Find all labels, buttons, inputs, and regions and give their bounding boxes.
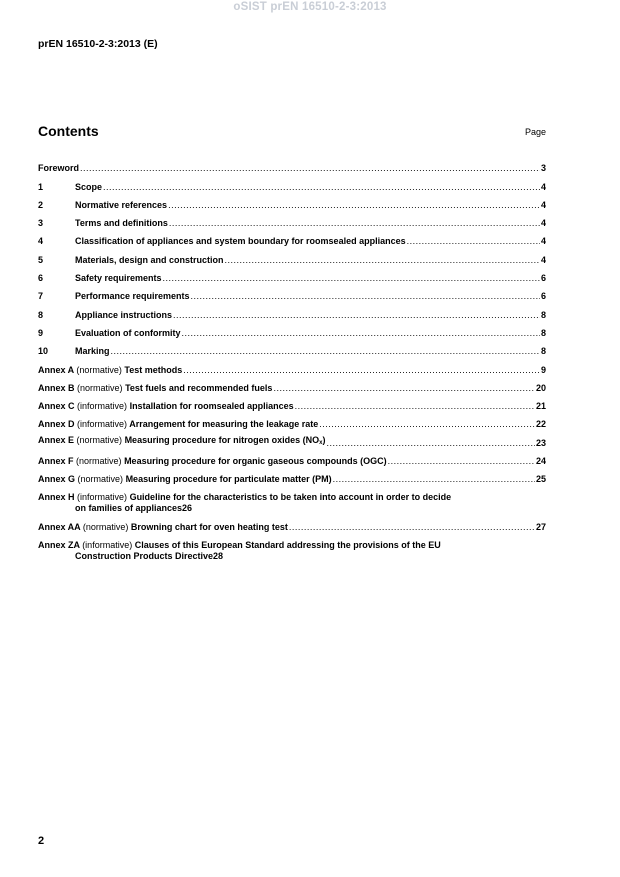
toc-entry-annex[interactable]	[38, 376, 546, 394]
annex-type: (informative)	[77, 419, 128, 430]
dot-leader	[111, 346, 540, 357]
toc-entry-clause[interactable]	[38, 229, 546, 247]
dot-leader	[319, 419, 535, 430]
toc-page: 23	[535, 437, 546, 448]
toc-title: Arrangement for measuring the leakage rate	[129, 419, 319, 430]
toc-page: 8	[540, 346, 546, 357]
toc-entry-annex[interactable]	[38, 357, 546, 375]
toc-page: 25	[535, 474, 546, 485]
annex-label: Annex F	[38, 456, 74, 467]
toc-page: 24	[535, 456, 546, 467]
annex-type: (normative)	[77, 382, 123, 393]
toc-entry-clause[interactable]	[38, 339, 546, 357]
toc-page: 4	[540, 218, 546, 229]
dot-leader	[191, 291, 540, 302]
toc-entry-clause[interactable]	[38, 266, 546, 284]
toc-page: 6	[540, 273, 546, 284]
annex-type: (informative)	[77, 401, 128, 412]
toc-page: 9	[540, 364, 546, 375]
annex-label: Annex H	[38, 492, 75, 503]
toc-entry-clause[interactable]	[38, 247, 546, 265]
annex-label: Annex E	[38, 434, 75, 445]
toc-title: Test methods	[124, 364, 183, 375]
toc-title: Measuring procedure for particulate matter (PM)	[125, 474, 332, 485]
toc-page: 20	[535, 382, 546, 393]
table-of-contents	[38, 156, 546, 562]
clause-number: 1	[38, 181, 44, 192]
toc-title: Measuring procedure for organic gaseous compounds (OGC)	[124, 456, 387, 467]
toc-entry-clause[interactable]	[38, 302, 546, 320]
toc-page: 4	[540, 236, 546, 247]
toc-entry-clause[interactable]	[38, 174, 546, 192]
annex-type: (normative)	[76, 434, 123, 445]
toc-entry-annex[interactable]	[38, 485, 546, 514]
annex-type: (normative)	[77, 474, 124, 485]
clause-number: 7	[38, 291, 44, 302]
toc-title: Evaluation of conformity	[75, 327, 181, 338]
dot-leader	[295, 401, 535, 412]
toc-entry-foreword[interactable]	[38, 156, 546, 174]
dot-leader	[289, 522, 535, 533]
toc-page: 3	[540, 163, 546, 174]
dot-leader	[182, 328, 540, 339]
watermark: oSIST prEN 16510-2-3:2013	[233, 1, 387, 13]
page-column-label: Page	[524, 127, 546, 137]
toc-entry-annex[interactable]	[38, 514, 546, 532]
toc-page: 6	[540, 291, 546, 302]
dot-leader	[273, 383, 535, 394]
toc-title: Safety requirements	[75, 273, 162, 284]
toc-title-continuation: on families of appliances	[75, 503, 183, 514]
annex-label: Annex D	[38, 419, 75, 430]
toc-title: Scope	[75, 181, 103, 192]
toc-entry-annex[interactable]	[38, 412, 546, 430]
toc-entry-annex[interactable]	[38, 467, 546, 485]
toc-entry-clause[interactable]	[38, 193, 546, 211]
annex-type: (informative)	[82, 539, 133, 550]
toc-page: 8	[540, 327, 546, 338]
toc-title: Appliance instructions	[75, 309, 173, 320]
clause-number: 6	[38, 273, 44, 284]
clause-number: 3	[38, 218, 44, 229]
annex-type: (informative)	[77, 492, 128, 503]
toc-page: 22	[535, 419, 546, 430]
clause-number: 10	[38, 346, 49, 357]
dot-leader	[388, 456, 535, 467]
dot-leader	[407, 236, 540, 247]
toc-page: 4	[540, 181, 546, 192]
toc-title: Foreword	[38, 163, 80, 174]
toc-page: 28	[213, 550, 224, 561]
dot-leader	[183, 365, 540, 376]
document-id: prEN 16510-2-3:2013 (E)	[38, 38, 158, 50]
clause-number: 2	[38, 199, 44, 210]
toc-page: 21	[535, 401, 546, 412]
clause-number: 4	[38, 236, 44, 247]
toc-page: 4	[540, 199, 546, 210]
annex-type: (normative)	[82, 521, 129, 532]
toc-title: Performance requirements	[75, 291, 190, 302]
toc-title: Installation for roomsealed appliances	[129, 401, 294, 412]
page-number: 2	[38, 835, 45, 847]
clause-number: 5	[38, 254, 44, 265]
toc-title-continuation: Construction Products Directive	[75, 550, 214, 561]
toc-title: Normative references	[75, 199, 168, 210]
toc-title: Terms and definitions	[75, 218, 168, 229]
toc-title: Test fuels and recommended fuels	[125, 382, 273, 393]
annex-label: Annex AA	[38, 521, 81, 532]
dot-leader	[168, 200, 540, 211]
toc-entry-clause[interactable]	[38, 284, 546, 302]
annex-label: Annex B	[38, 382, 75, 393]
toc-title-end: )	[322, 434, 326, 445]
toc-title: Materials, design and construction	[75, 254, 224, 265]
toc-title: Marking	[75, 346, 110, 357]
dot-leader	[103, 182, 540, 193]
toc-title: Guideline for the characteristics to be taken into account in order to decide	[129, 492, 452, 503]
annex-label: Annex C	[38, 401, 75, 412]
annex-label: Annex G	[38, 474, 76, 485]
toc-page: 8	[540, 309, 546, 320]
toc-title: Browning chart for oven heating test	[130, 521, 288, 532]
subscript: x	[319, 439, 323, 446]
toc-entry-clause[interactable]	[38, 211, 546, 229]
contents-title: Contents	[38, 123, 99, 139]
toc-entry-annex[interactable]	[38, 430, 546, 448]
annex-label: Annex ZA	[38, 539, 80, 550]
dot-leader	[163, 273, 540, 284]
toc-title: Measuring procedure for nitrogen oxides (NO	[124, 434, 320, 445]
dot-leader	[80, 163, 540, 174]
toc-entry-annex[interactable]	[38, 533, 546, 562]
dot-leader	[225, 255, 540, 266]
toc-page: 26	[182, 503, 193, 514]
toc-entry-annex[interactable]	[38, 394, 546, 412]
toc-entry-clause[interactable]	[38, 321, 546, 339]
toc-page: 27	[535, 521, 546, 532]
toc-entry-annex[interactable]	[38, 449, 546, 467]
dot-leader	[333, 474, 535, 485]
toc-page: 4	[540, 254, 546, 265]
annex-label: Annex A	[38, 364, 74, 375]
dot-leader	[326, 438, 535, 449]
toc-title: Classification of appliances and system boundary for roomsealed appliances	[75, 236, 406, 247]
clause-number: 9	[38, 327, 44, 338]
annex-type: (normative)	[76, 456, 122, 467]
annex-type: (normative)	[76, 364, 122, 375]
dot-leader	[173, 310, 540, 321]
dot-leader	[169, 218, 540, 229]
clause-number: 8	[38, 309, 44, 320]
toc-title: Clauses of this European Standard addressing the provisions of the EU	[134, 539, 441, 550]
